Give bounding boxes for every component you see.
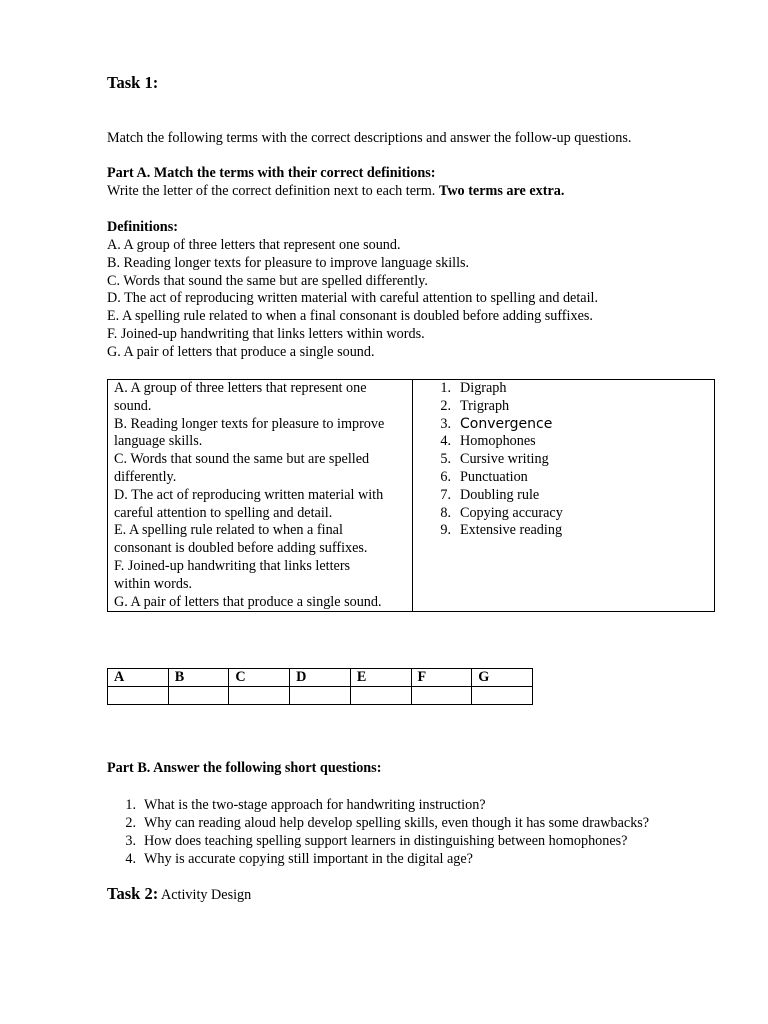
term-number: 2. [440, 397, 451, 414]
definition-line: G. A pair of letters that produce a single sound. [114, 593, 382, 610]
terms-cell [413, 380, 715, 612]
term-text: Cursive writing [460, 451, 549, 468]
question-number: 1. [125, 797, 136, 813]
answer-cell-b[interactable] [168, 687, 229, 705]
term-text: Punctuation [460, 468, 528, 485]
term-number: 1. [440, 380, 451, 396]
answer-grid-input-row [108, 687, 533, 705]
term-number: 6. [440, 468, 451, 485]
definition-item: B. Reading longer texts for pleasure to improve language skills. [107, 254, 470, 271]
task2-heading [107, 885, 251, 905]
definitions-heading: Definitions: [107, 219, 178, 235]
definition-item: C. Words that sound the same but are spelled differently. [107, 272, 428, 289]
definitions-cell [108, 380, 413, 612]
definition-item: D. The act of reproducing written material with careful attention to spelling and detail. [107, 290, 599, 307]
definition-line: B. Reading longer texts for pleasure to improve [114, 415, 385, 432]
term-item [413, 433, 708, 451]
answer-header-f: F [411, 669, 472, 687]
term-number: 9. [440, 522, 451, 539]
definition-line: F. Joined-up handwriting that links letters [114, 557, 351, 574]
answer-cell-d[interactable] [290, 687, 351, 705]
terms-list [413, 380, 708, 540]
definition-line: C. Words that sound the same but are spelled [114, 451, 370, 468]
definition-line: within words. [114, 575, 193, 592]
answer-header-g: G [472, 669, 533, 687]
definition-line: D. The act of reproducing written material with [114, 486, 384, 503]
definition-item: A. A group of three letters that represent one sound. [107, 237, 401, 253]
definition-line: sound. [114, 397, 152, 414]
answer-grid-header-row [108, 669, 533, 687]
task2-label: Task 2: [107, 884, 159, 903]
answer-cell-a[interactable] [108, 687, 169, 705]
answer-header-d: D [290, 669, 351, 687]
answer-grid [107, 668, 533, 705]
definition-item: F. Joined-up handwriting that links letters within words. [107, 325, 425, 342]
definition-item: E. A spelling rule related to when a final consonant is doubled before adding suffixes. [107, 308, 593, 325]
answer-cell-f[interactable] [411, 687, 472, 705]
question-item [107, 832, 649, 850]
term-number: 4. [440, 433, 451, 450]
term-number: 3. [440, 415, 451, 432]
part-b-heading: Part B. Answer the following short questions: [107, 760, 382, 776]
part-a-instruction [107, 183, 564, 201]
definition-line: E. A spelling rule related to when a final [114, 522, 343, 539]
question-number: 3. [125, 833, 136, 849]
question-item [107, 850, 649, 868]
question-text: Why is accurate copying still important in the digital age? [144, 851, 473, 867]
definition-item: G. A pair of letters that produce a single sound. [107, 343, 375, 360]
task-intro: Match the following terms with the correct descriptions and answer the follow-up questions. [107, 130, 632, 146]
question-text: What is the two-stage approach for handwriting instruction? [144, 797, 486, 813]
answer-cell-e[interactable] [350, 687, 411, 705]
definition-line: differently. [114, 468, 177, 485]
term-text: Digraph [460, 380, 507, 396]
term-text: Convergence [460, 415, 553, 432]
task2-title: Activity Design [160, 887, 252, 903]
part-a-instruction-bold: Two terms are extra. [438, 183, 565, 199]
question-item [107, 796, 649, 814]
answer-header-b: B [168, 669, 229, 687]
question-item [107, 814, 649, 832]
definition-line: language skills. [114, 433, 203, 450]
answer-cell-g[interactable] [472, 687, 533, 705]
part-a-instruction-text: Write the letter of the correct definition next to each term. [107, 183, 436, 199]
questions-list [107, 796, 649, 868]
term-item [413, 505, 708, 523]
term-text: Extensive reading [460, 522, 563, 539]
term-text: Homophones [460, 433, 536, 450]
term-item [413, 380, 708, 398]
term-number: 8. [440, 504, 451, 521]
definitions-list [107, 237, 598, 362]
question-number: 2. [125, 815, 136, 831]
answer-cell-c[interactable] [229, 687, 290, 705]
definition-line: A. A group of three letters that represent one [114, 380, 367, 396]
term-item [413, 451, 708, 469]
question-text: How does teaching spelling support learners in distinguishing between homophones? [144, 833, 628, 849]
question-text: Why can reading aloud help develop spelling skills, even though it has some drawbacks? [144, 815, 650, 831]
term-item [413, 398, 708, 416]
answer-header-c: C [229, 669, 290, 687]
answer-header-e: E [350, 669, 411, 687]
task1-heading: Task 1: [107, 73, 159, 92]
term-text: Copying accuracy [460, 504, 563, 521]
part-a-heading: Part A. Match the terms with their correct definitions: [107, 165, 436, 181]
definition-line: careful attention to spelling and detail. [114, 504, 333, 521]
term-item [413, 487, 708, 505]
term-number: 5. [440, 451, 451, 468]
matching-table [107, 379, 715, 612]
term-item [413, 469, 708, 487]
definition-line: consonant is doubled before adding suffixes. [114, 540, 368, 557]
term-item [413, 416, 708, 434]
question-number: 4. [125, 851, 136, 867]
term-number: 7. [440, 486, 451, 503]
answer-header-a: A [108, 669, 169, 687]
term-text: Doubling rule [460, 486, 540, 503]
term-text: Trigraph [460, 397, 510, 414]
term-item [413, 522, 708, 540]
